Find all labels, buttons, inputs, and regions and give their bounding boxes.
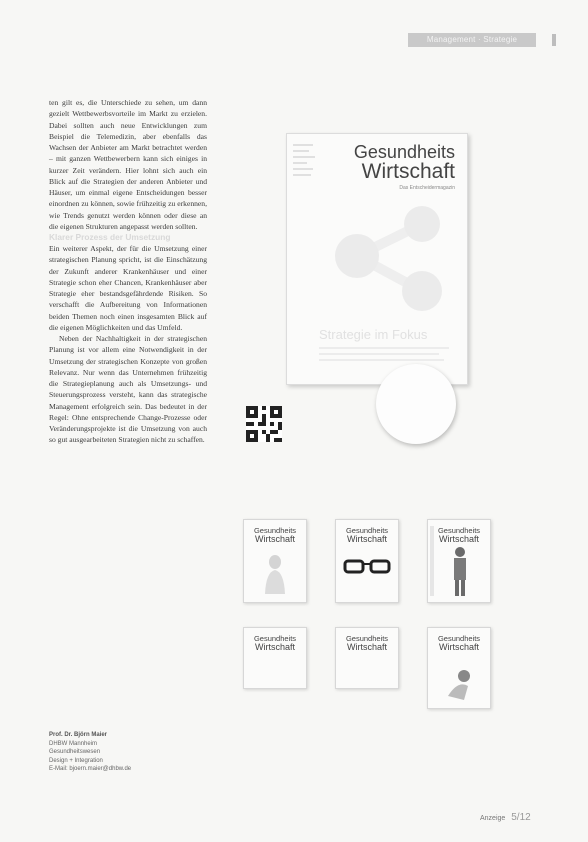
author-line: DHBW Mannheim (49, 740, 98, 747)
magazine-thumbnail[interactable]: Gesundheits Wirtschaft (243, 627, 307, 689)
article-paragraph: ten gilt es, die Unterschiede zu sehen, um dann gezielt Wettbewerbsvorteile im Markt zu erzielen. Dabei sollten auch neue Entwicklungen zum Beispiel die Telemedizin, aber ebenfalls das Wachsen der Anbieter am Markt betrachtet werden – mit ganzen Wettbewerbern kann sich einiges in kurzer Zeit verändern. Hier lohnt sich auch ein Blick auf die Strategien der anderen Anbieter und Häuser, um einmal eigene Entscheidungen besser einordnen zu können, sowie frühzeitig zu erkennen, wie Trends genutzt werden können oder diese an die eigenen Strukturen angepasst werden sollten. (49, 98, 207, 231)
decorative-circle (376, 364, 456, 444)
figure-illustration (260, 552, 290, 596)
figure-illustration (444, 666, 476, 702)
author-name: Prof. Dr. Björn Maier (49, 732, 108, 738)
page-footer (480, 812, 531, 823)
cover-sidebar-text (293, 144, 317, 180)
author-line: Gesundheitswesen (49, 749, 101, 756)
author-block (49, 731, 131, 774)
cover-tagline: Das Entscheidermagazin (399, 185, 455, 191)
magazine-thumbnail[interactable]: Gesundheits Wirtschaft (243, 519, 307, 603)
qr-code[interactable] (246, 406, 282, 442)
magazine-thumbnail[interactable]: Gesundheits Wirtschaft (427, 627, 491, 709)
author-line: Design + Integration (49, 757, 103, 764)
article-subheading: Klarer Prozess der Umsetzung (49, 232, 171, 242)
article-column (49, 97, 207, 446)
magazine-thumbnail[interactable]: Gesundheits Wirtschaft (427, 519, 491, 603)
cover-heading: Strategie im Fokus (319, 327, 428, 342)
author-email[interactable]: E-Mail: bjoern.maier@dhbw.de (49, 766, 132, 773)
magazine-cover-main (286, 133, 468, 385)
page-number: 5/12 (511, 812, 531, 823)
magazine-thumbnail[interactable]: Gesundheits Wirtschaft (335, 519, 399, 603)
cover-subtext (319, 347, 454, 365)
cover-title-line2: Wirtschaft (361, 160, 455, 183)
cover-title-line1: Gesundheits (353, 142, 455, 162)
article-paragraph: Neben der Nachhaltigkeit in der strategischen Planung ist vor allem eine Notwendigkeit in der Umsetzung der strategischen Konzepte von großen Relevanz. Nur wenn das Unternehmen frühzeitig die Strategieplanung auch als Umsetzungs- und Steuerungsprozess versteht, kann das strategische Management erfolgreich sein. Das bedeutet in der Regel: Ohne entsprechende Change-Prozesse oder Veränderungsprojekte ist die Umsetzung von auch so gut ausgearbeiteten Strategien nicht zu schaffen. (49, 334, 207, 445)
magazine-thumbnail[interactable]: Gesundheits Wirtschaft (335, 627, 399, 689)
corner-mark (552, 34, 556, 46)
figure-illustration (448, 546, 472, 598)
network-share-icon (327, 196, 457, 316)
section-header: Management · Strategie (408, 33, 536, 47)
article-paragraph: Ein weiterer Aspekt, der für die Umsetzung einer strategischen Planung spricht, ist die Einschätzung der Zukunft anderer Krankenhäuser und einer Strategie schon eher Chancen, Krankenhäuser aber Strategie eher bestandsgefährdende Risiken. So verschafft die Aufbereitung von Informationen beiden Themen noch einen insgesamten Blick auf die eigenen Möglichkeiten und das Umfeld. (49, 244, 207, 332)
glasses-icon (343, 558, 391, 574)
footer-label: Anzeige (480, 815, 506, 822)
